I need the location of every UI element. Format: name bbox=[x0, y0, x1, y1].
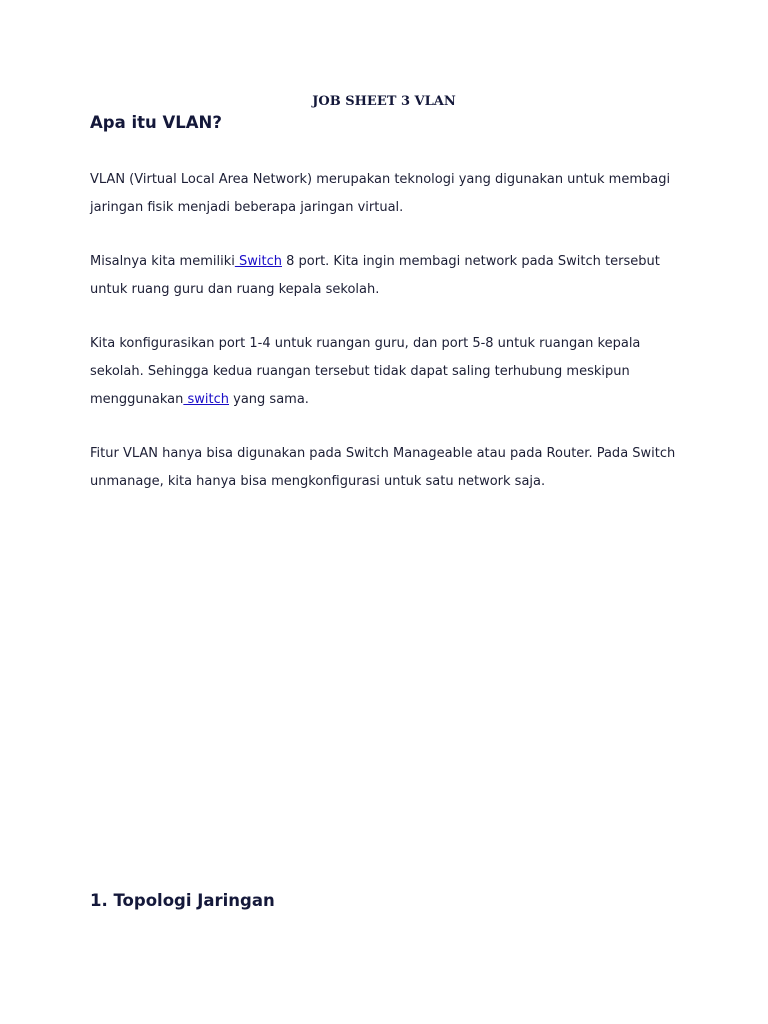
document-title: JOB SHEET 3 VLAN bbox=[312, 94, 456, 109]
paragraph-text: Misalnya kita memiliki bbox=[90, 254, 235, 269]
paragraph-port-config bbox=[90, 330, 690, 414]
paragraph-text: Kita konfigurasikan port 1-4 untuk ruangan guru, dan port 5-8 untuk ruangan kepala sekolah. Sehingga kedua ruangan tersebut tidak dapat saling terhubung meskipun menggunakan bbox=[90, 336, 641, 407]
paragraph-text: yang sama. bbox=[229, 392, 309, 407]
paragraph-switch-example bbox=[90, 248, 690, 304]
heading-apa-itu-vlan: Apa itu VLAN? bbox=[90, 113, 222, 132]
heading-topologi-jaringan: 1. Topologi Jaringan bbox=[90, 891, 275, 910]
paragraph-vlan-feature: Fitur VLAN hanya bisa digunakan pada Switch Manageable atau pada Router. Pada Switch unmanage, kita hanya bisa mengkonfigurasi untuk satu network saja. bbox=[90, 446, 676, 489]
switch-link[interactable]: Switch bbox=[234, 254, 282, 269]
paragraph-vlan-definition: VLAN (Virtual Local Area Network) merupakan teknologi yang digunakan untuk membagi jaringan fisik menjadi beberapa jaringan virtual. bbox=[90, 172, 671, 215]
switch-link[interactable]: switch bbox=[183, 392, 229, 407]
paragraph-text: 8 port. Kita ingin membagi network pada Switch tersebut untuk ruang guru dan ruang kepala sekolah. bbox=[90, 254, 660, 297]
